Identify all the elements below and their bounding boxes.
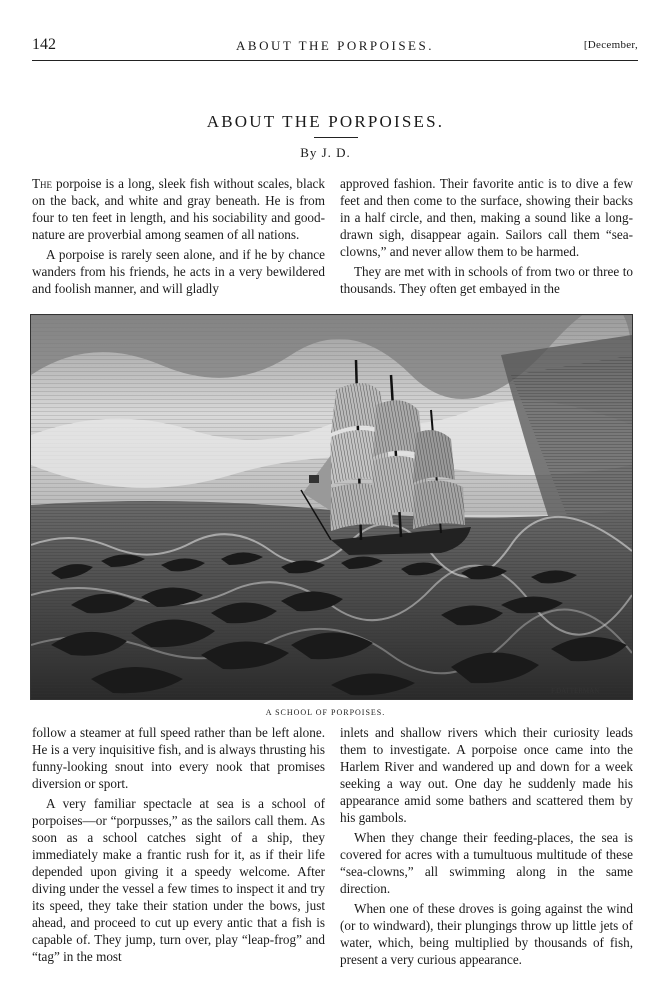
column-upper-left (32, 175, 325, 300)
paragraph: When one of these droves is going against the wind (or to windward), their plungings throw up little jets of water, which, being multiplied by thousands of fish, present a very curious appearance. (340, 901, 633, 967)
running-head (32, 36, 638, 58)
paragraph: approved fashion. Their favorite antic is to dive a few feet and then come to the surface, showing their backs in a half circle, and then, making a sound like a long-drawn sigh, disappear again. Sailors call them “sea-clowns,” and never allow them to be harmed. (340, 176, 633, 259)
byline: By J. D. (300, 145, 351, 160)
column-lower-right (340, 724, 633, 971)
paragraph: When they change their feeding-places, the sea is covered for acres with a tumultuous multitude of these “sea-clowns,” all swimming along in the same direction. (340, 830, 633, 896)
paragraph (32, 175, 325, 243)
engraving-illustration (30, 314, 633, 700)
running-title: ABOUT THE PORPOISES. (236, 38, 434, 53)
paragraph: follow a steamer at full speed rather than be left alone. He is a very inquisitive fish, and is always thrusting his funny-looking snout into every nook that promises diversion or sport. (32, 725, 325, 791)
title-rule (314, 137, 358, 138)
page-number: 142 (32, 36, 56, 53)
article-title: ABOUT THE PORPOISES. (206, 112, 445, 131)
header-rule (32, 60, 638, 61)
running-month: [December, (583, 39, 638, 51)
paragraph: A porpoise is rarely seen alone, and if he by chance wanders from his friends, he acts in a very bewildered and foolish manner, and will gladly (32, 247, 325, 296)
paragraph-text: porpoise is a long, sleek fish without scales, black on the back, and white and gray beneath. He is from four to ten feet in length, and his sociability and good-nature are proverbial among seamen of all nations. (32, 176, 325, 242)
porpoise-school-engraving (31, 315, 632, 699)
column-lower-left (32, 724, 325, 968)
illustration-caption: A SCHOOL OF PORPOISES. (265, 708, 386, 717)
paragraph: inlets and shallow rivers which their curiosity leads them to investigate. A porpoise once came into the Harlem River and wandered up and down for a week seeking a way out. One day he suddenly made his appearance amid some bathers and scattered them by his gambols. (340, 725, 633, 825)
paragraph: They are met with in schools of from two or three to thousands. They often get embayed in the (340, 264, 633, 296)
drop-lead: The (32, 176, 53, 191)
column-upper-right (340, 175, 633, 300)
paragraph: A very familiar spectacle at sea is a school of porpoises—or “porpusses,” as the sailors call them. As soon as a school catches sight of a ship, they immediately make a frantic rush for it, as if their life depended upon giving it a speedy welcome. After diving under the vessel a few times to inspect it and try its speed, they take their station under the bows, just ahead, and proceed to cut up every antic that a fish is capable of. They jump, turn over, play “leap-frog” and “tag” in the most (32, 796, 325, 964)
engraver-signature: F.DATTERMAN (551, 687, 600, 695)
